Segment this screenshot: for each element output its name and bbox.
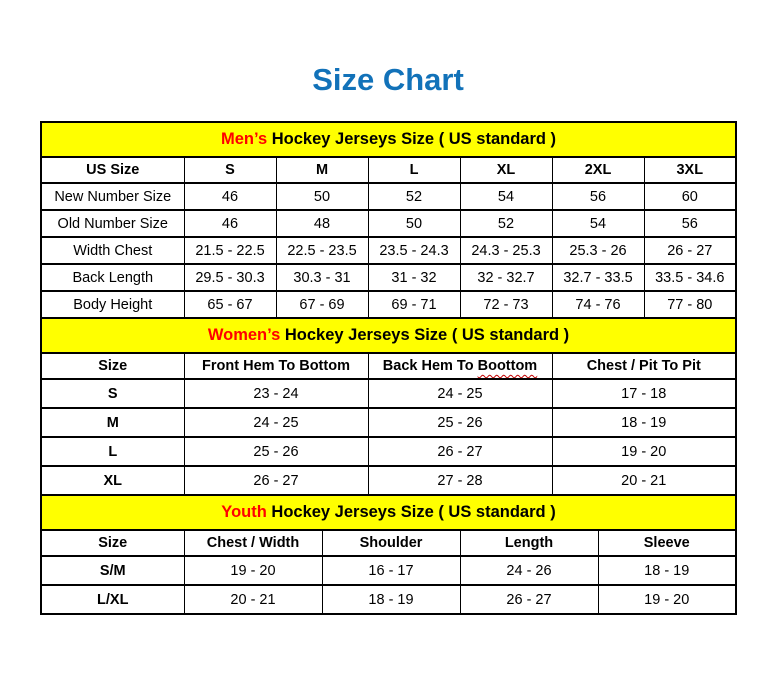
size-value-cell: 30.3 - 31: [276, 264, 368, 291]
size-tables-container: [40, 121, 735, 615]
size-value-cell: 29.5 - 30.3: [184, 264, 276, 291]
size-value-cell: 48: [276, 210, 368, 237]
table-row: [41, 466, 736, 495]
row-label-cell: L/XL: [41, 585, 184, 614]
size-value-cell: 22.5 - 23.5: [276, 237, 368, 264]
column-header-cell: Length: [460, 530, 598, 556]
womens-size-table: [40, 317, 737, 496]
size-value-cell: 69 - 71: [368, 291, 460, 318]
table-row: [41, 291, 736, 318]
size-value-cell: 23 - 24: [184, 379, 368, 408]
column-header-cell: 2XL: [552, 157, 644, 183]
womens-banner-row: [41, 318, 736, 353]
size-value-cell: 56: [552, 183, 644, 210]
table-row: [41, 585, 736, 614]
size-value-cell: 65 - 67: [184, 291, 276, 318]
table-row: [41, 210, 736, 237]
mens-banner-accent: Men’s: [221, 130, 268, 148]
column-header-cell: S: [184, 157, 276, 183]
row-label-cell: Back Length: [41, 264, 184, 291]
row-label-cell: Width Chest: [41, 237, 184, 264]
column-header-cell: Chest / Pit To Pit: [552, 353, 736, 379]
page-title: Size Chart: [312, 62, 464, 97]
size-value-cell: 20 - 21: [552, 466, 736, 495]
column-header-cell: Size: [41, 353, 184, 379]
size-value-cell: 52: [368, 183, 460, 210]
youth-column-header-row: [41, 530, 736, 556]
row-label-cell: S: [41, 379, 184, 408]
womens-column-header-row: [41, 353, 736, 379]
size-value-cell: 19 - 20: [184, 556, 322, 585]
size-value-cell: 46: [184, 183, 276, 210]
misspelled-word: Boottom: [477, 358, 538, 374]
column-header-cell: Chest / Width: [184, 530, 322, 556]
size-value-cell: 19 - 20: [552, 437, 736, 466]
youth-size-table: [40, 494, 737, 615]
size-value-cell: 72 - 73: [460, 291, 552, 318]
column-header-text: Back Hem To: [382, 358, 478, 374]
size-value-cell: 19 - 20: [598, 585, 736, 614]
column-header-cell: 3XL: [644, 157, 736, 183]
table-row: [41, 237, 736, 264]
size-value-cell: 32 - 32.7: [460, 264, 552, 291]
youth-banner-row: [41, 495, 736, 530]
size-value-cell: 54: [552, 210, 644, 237]
size-value-cell: 20 - 21: [184, 585, 322, 614]
size-value-cell: 25 - 26: [368, 408, 552, 437]
size-value-cell: 77 - 80: [644, 291, 736, 318]
size-value-cell: 25 - 26: [184, 437, 368, 466]
mens-column-header-row: [41, 157, 736, 183]
size-value-cell: 17 - 18: [552, 379, 736, 408]
row-label-cell: Old Number Size: [41, 210, 184, 237]
youth-banner-text: Hockey Jerseys Size ( US standard ): [266, 503, 556, 521]
table-row: [41, 264, 736, 291]
row-label-cell: L: [41, 437, 184, 466]
size-value-cell: 25.3 - 26: [552, 237, 644, 264]
size-value-cell: 26 - 27: [184, 466, 368, 495]
size-value-cell: 18 - 19: [552, 408, 736, 437]
row-label-cell: XL: [41, 466, 184, 495]
size-value-cell: 54: [460, 183, 552, 210]
column-header-cell: Size: [41, 530, 184, 556]
table-row: [41, 379, 736, 408]
column-header-cell: XL: [460, 157, 552, 183]
size-value-cell: 56: [644, 210, 736, 237]
table-row: [41, 556, 736, 585]
size-value-cell: 46: [184, 210, 276, 237]
size-value-cell: 16 - 17: [322, 556, 460, 585]
size-value-cell: 24 - 26: [460, 556, 598, 585]
column-header-cell: L: [368, 157, 460, 183]
womens-table-body: [41, 379, 736, 495]
size-value-cell: 26 - 27: [460, 585, 598, 614]
size-value-cell: 60: [644, 183, 736, 210]
youth-banner-accent: Youth: [221, 503, 267, 521]
column-header-cell: [368, 353, 552, 379]
size-value-cell: 24 - 25: [368, 379, 552, 408]
youth-table-body: [41, 556, 736, 614]
column-header-cell: US Size: [41, 157, 184, 183]
mens-table-banner: [41, 122, 736, 157]
mens-banner-text: Hockey Jerseys Size ( US standard ): [267, 130, 557, 148]
size-value-cell: 18 - 19: [322, 585, 460, 614]
table-row: [41, 408, 736, 437]
size-value-cell: 27 - 28: [368, 466, 552, 495]
size-value-cell: 50: [368, 210, 460, 237]
mens-size-table: [40, 121, 737, 319]
size-value-cell: 33.5 - 34.6: [644, 264, 736, 291]
size-value-cell: 18 - 19: [598, 556, 736, 585]
mens-table-body: [41, 183, 736, 318]
size-value-cell: 52: [460, 210, 552, 237]
column-header-cell: Shoulder: [322, 530, 460, 556]
womens-table-banner: [41, 318, 736, 353]
size-value-cell: 26 - 27: [368, 437, 552, 466]
size-value-cell: 74 - 76: [552, 291, 644, 318]
size-value-cell: 50: [276, 183, 368, 210]
mens-banner-row: [41, 122, 736, 157]
size-value-cell: 23.5 - 24.3: [368, 237, 460, 264]
row-label-cell: M: [41, 408, 184, 437]
size-value-cell: 26 - 27: [644, 237, 736, 264]
column-header-cell: M: [276, 157, 368, 183]
row-label-cell: New Number Size: [41, 183, 184, 210]
size-value-cell: 24.3 - 25.3: [460, 237, 552, 264]
youth-table-banner: [41, 495, 736, 530]
table-row: [41, 437, 736, 466]
table-row: [41, 183, 736, 210]
size-value-cell: 67 - 69: [276, 291, 368, 318]
row-label-cell: S/M: [41, 556, 184, 585]
column-header-cell: Sleeve: [598, 530, 736, 556]
column-header-cell: Front Hem To Bottom: [184, 353, 368, 379]
size-value-cell: 24 - 25: [184, 408, 368, 437]
womens-banner-text: Hockey Jerseys Size ( US standard ): [280, 326, 570, 344]
size-value-cell: 32.7 - 33.5: [552, 264, 644, 291]
size-value-cell: 21.5 - 22.5: [184, 237, 276, 264]
size-value-cell: 31 - 32: [368, 264, 460, 291]
womens-banner-accent: Women’s: [207, 326, 281, 344]
row-label-cell: Body Height: [41, 291, 184, 318]
